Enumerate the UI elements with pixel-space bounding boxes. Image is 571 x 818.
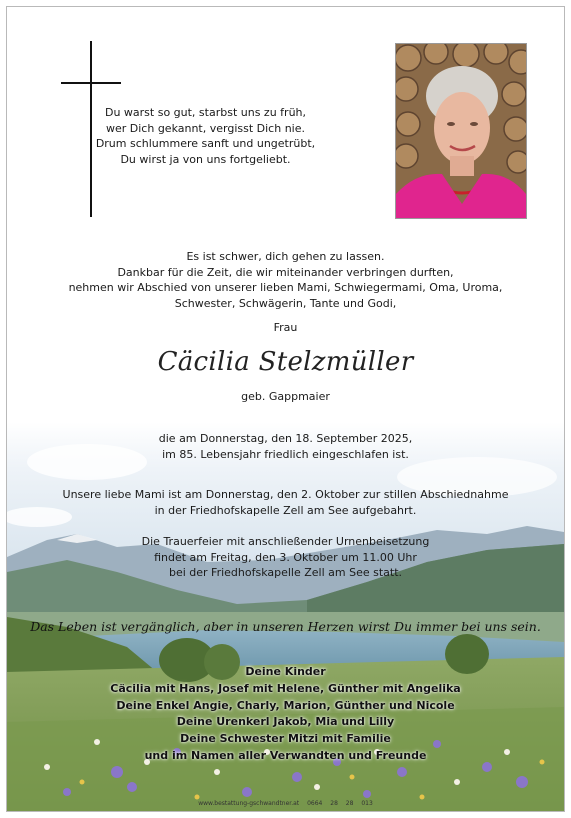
deceased-name: Cäcilia Stelzmüller <box>157 347 414 377</box>
footer-phone: 0664 28 28 013 <box>307 800 373 807</box>
family-list <box>7 664 564 765</box>
ceremony-line: findet am Freitag, den 3. Oktober um 11.00 Uhr <box>154 550 417 564</box>
poem-line: Drum schlummere sanft und ungetrübt, <box>95 137 316 150</box>
family-line: Deine Schwester Mitzi mit Familie <box>180 732 391 746</box>
poem <box>6 105 484 167</box>
poem-line: Du warst so gut, starbst uns zu früh, <box>104 106 307 119</box>
footer <box>7 800 564 807</box>
death-line: im 85. Lebensjahr friedlich eingeschlafen ist. <box>162 447 409 461</box>
obituary-page <box>6 6 565 812</box>
ceremony-line: Die Trauerfeier mit anschließender Urnenbeisetzung <box>141 535 430 548</box>
family-line: Deine Enkel Angie, Charly, Marion, Günther und Nicole <box>116 698 455 712</box>
death-line: die am Donnerstag, den 18. September 2025, <box>158 432 413 445</box>
family-line: Deine Kinder <box>245 665 326 678</box>
viewing-line: Unsere liebe Mami ist am Donnerstag, den 2. Oktober zur stillen Abschiednahme <box>62 488 509 501</box>
title-word: Frau <box>273 321 298 334</box>
intro-line: Dankbar für die Zeit, die wir miteinander verbringen durften, <box>117 265 454 279</box>
viewing-line: in der Friedhofskapelle Zell am See aufgebahrt. <box>154 503 417 517</box>
intro-line: Schwester, Schwägerin, Tante und Godi, <box>174 296 397 310</box>
ceremony-line: bei der Friedhofskapelle Zell am See statt. <box>168 566 403 579</box>
viewing-notice <box>7 487 564 518</box>
intro-line: nehmen wir Abschied von unserer lieben Mami, Schwiegermami, Oma, Uroma, <box>68 281 503 294</box>
poem-line: Du wirst ja von uns fortgeliebt. <box>120 152 291 166</box>
memorial-quote: Das Leben ist vergänglich, aber in unseren Herzen wirst Du immer bei uns sein. <box>30 619 541 634</box>
intro-text <box>7 249 564 311</box>
poem-line: wer Dich gekannt, vergisst Dich nie. <box>106 121 305 135</box>
birth-name: geb. Gappmaier <box>241 390 330 403</box>
family-line: Cäcilia mit Hans, Josef mit Helene, Günther mit Angelika <box>110 681 461 695</box>
family-line: und im Namen aller Verwandten und Freunde <box>144 748 427 762</box>
death-notice <box>7 431 564 462</box>
intro-line: Es ist schwer, dich gehen zu lassen. <box>186 250 385 263</box>
family-line: Deine Urenkerl Jakob, Mia und Lilly <box>176 715 395 729</box>
footer-website: www.bestattung-gschwandtner.at <box>198 800 300 807</box>
ceremony-notice <box>7 534 564 581</box>
